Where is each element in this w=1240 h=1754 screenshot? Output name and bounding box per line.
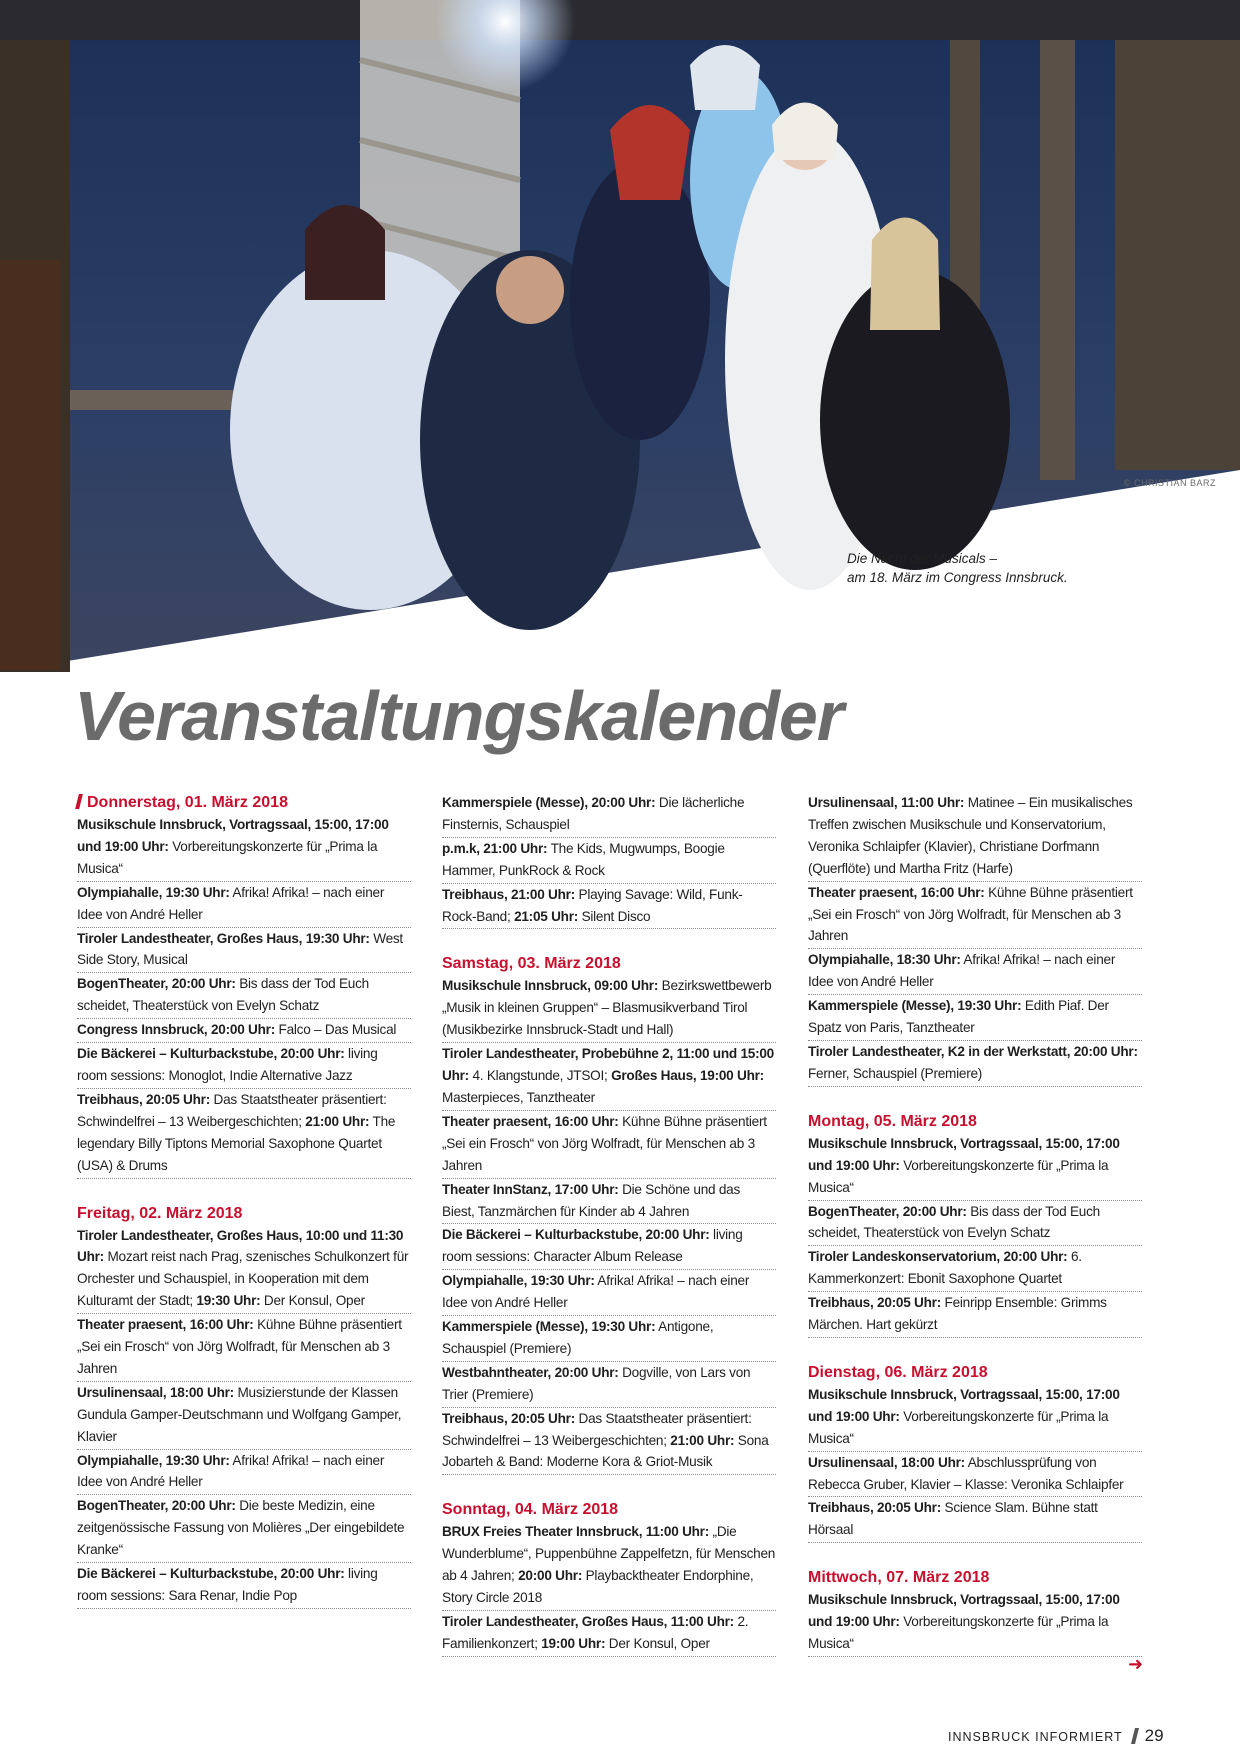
event-venue-time: Kammerspiele (Messe), 19:30 Uhr:	[442, 1319, 656, 1335]
event-description: Matinee – Ein musikalisches Treffen zwischen Musikschule und Konservatorium, Veronika Schlaipfer (Klavier), Christiane Dorfmann (Querflöte) und Martha Fritz (Harfe)	[808, 795, 1133, 876]
event-entry	[808, 1201, 1142, 1247]
event-venue-time: Tiroler Landeskonservatorium, 20:00 Uhr:	[808, 1249, 1068, 1265]
event-venue-time: Kammerspiele (Messe), 19:30 Uhr:	[808, 998, 1022, 1014]
event-description: Afrika! Afrika! – nach einer Idee von André Heller	[77, 884, 385, 922]
event-venue-time: Congress Innsbruck, 20:00 Uhr:	[77, 1022, 275, 1038]
day-heading-text: Montag, 05. März 2018	[808, 1112, 977, 1130]
event-venue-time: Ursulinensaal, 18:00 Uhr:	[77, 1384, 234, 1400]
event-description: 4. Klangstunde, JTSOI;	[468, 1068, 612, 1084]
event-entry	[442, 1521, 776, 1611]
event-description: Kühne Bühne präsentiert „Sei ein Frosch“ von Jörg Wolfradt, für Menschen ab 3 Jahren	[442, 1113, 767, 1173]
event-description: Vorbereitungskonzerte für „Prima la Musica“	[77, 838, 378, 876]
event-venue-time: BRUX Freies Theater Innsbruck, 11:00 Uhr:	[442, 1524, 710, 1540]
event-venue-time: Theater praesent, 16:00 Uhr:	[77, 1317, 254, 1333]
event-venue-time: Musikschule Innsbruck, 09:00 Uhr:	[442, 978, 659, 994]
event-description: Die Schöne und das Biest, Tanzmärchen für Kinder ab 4 Jahren	[442, 1181, 741, 1219]
event-description: Kühne Bühne präsentiert „Sei ein Frosch“ von Jörg Wolfradt, für Menschen ab 3 Jahren	[808, 884, 1133, 944]
event-entry	[442, 1224, 776, 1270]
photo-caption	[847, 549, 1187, 587]
event-venue-time: Treibhaus, 20:05 Uhr:	[77, 1091, 210, 1107]
event-venue-time: p.m.k, 21:00 Uhr:	[442, 840, 548, 856]
event-venue-time: Treibhaus, 20:05 Uhr:	[808, 1500, 941, 1516]
event-description: living room sessions: Monoglot, Indie Alternative Jazz	[77, 1046, 378, 1083]
event-description: West Side Story, Musical	[77, 930, 403, 968]
day-spacer	[808, 1087, 1142, 1111]
day-heading-text: Samstag, 03. März 2018	[442, 955, 621, 973]
day-heading	[808, 1362, 1142, 1384]
event-entry	[442, 884, 776, 930]
event-description: Dogville, von Lars von Trier (Premiere)	[442, 1364, 751, 1402]
event-description: 2. Familienkonzert;	[442, 1614, 749, 1651]
event-description: living room sessions: Character Album Release	[442, 1227, 743, 1265]
event-entry	[808, 995, 1142, 1041]
event-entry	[77, 1225, 411, 1315]
event-entry	[808, 949, 1142, 995]
event-entry	[808, 792, 1142, 882]
footer-divider	[1131, 1728, 1139, 1744]
day-heading-text: Sonntag, 04. März 2018	[442, 1501, 619, 1519]
event-description: Masterpieces, Tanztheater	[442, 1089, 595, 1105]
event-description: Bezirkswettbewerb „Musik in kleinen Gruppen“ – Blasmusikverband Tirol (Musikbezirke Innsbruck-Stadt und Hall)	[442, 978, 772, 1038]
event-description: Vorbereitungskonzerte für „Prima la Musica“	[808, 1408, 1109, 1446]
event-description: Das Staatstheater präsentiert: Schwindelfrei – 13 Weibergeschichten;	[77, 1091, 387, 1129]
event-venue-time: Musikschule Innsbruck, Vortragssaal, 15:00, 17:00 und 19:00 Uhr:	[77, 817, 389, 854]
event-venue-time: Großes Haus, 19:00 Uhr:	[611, 1068, 764, 1084]
event-venue-time: 19:30 Uhr:	[196, 1293, 261, 1309]
event-entry	[808, 882, 1142, 950]
day-spacer	[442, 1475, 776, 1499]
event-description: Die beste Medizin, eine zeitgenössische Fassung von Molières „Der eingebildete Kranke“	[77, 1498, 405, 1558]
event-entry	[808, 1041, 1142, 1087]
event-entry	[808, 1133, 1142, 1201]
event-venue-time: Treibhaus, 21:00 Uhr:	[442, 886, 575, 902]
event-venue-time: Olympiahalle, 18:30 Uhr:	[808, 952, 961, 968]
event-entry	[77, 1382, 411, 1450]
event-entry	[77, 814, 411, 882]
event-entry	[77, 973, 411, 1019]
event-description: Mozart reist nach Prag, szenisches Schulkonzert für Orchester und Schauspiel, in Kooperation mit dem Kulturamt der Stadt;	[77, 1249, 409, 1309]
event-venue-time: 21:05 Uhr:	[514, 908, 579, 924]
event-description: Das Staatstheater präsentiert: Schwindelfrei – 13 Weibergeschichten;	[442, 1410, 752, 1448]
event-description: „Die Wunderblume“, Puppenbühne Zappelfetzn, für Menschen ab 4 Jahren;	[442, 1524, 776, 1584]
event-description: Afrika! Afrika! – nach einer Idee von André Heller	[77, 1452, 385, 1490]
day-heading	[77, 1203, 411, 1225]
event-description: Der Konsul, Oper	[605, 1635, 710, 1651]
day-heading-text: Dienstag, 06. März 2018	[808, 1363, 988, 1381]
arrow-right-icon: ➜	[1128, 1654, 1144, 1674]
event-description: Bis dass der Tod Euch scheidet, Theaterstück von Evelyn Schatz	[77, 976, 369, 1014]
event-venue-time: Kammerspiele (Messe), 20:00 Uhr:	[442, 795, 656, 810]
event-venue-time: BogenTheater, 20:00 Uhr:	[77, 1498, 236, 1514]
event-description: Playbacktheater Endorphine, Story Circle 2018	[442, 1568, 754, 1606]
event-entry	[442, 1179, 776, 1225]
event-description: Vorbereitungskonzerte für „Prima la Musica“	[808, 1157, 1109, 1195]
event-venue-time: 19:00 Uhr:	[541, 1635, 606, 1651]
page-number: 29	[1144, 1726, 1164, 1745]
event-venue-time: Tiroler Landestheater, Probebühne 2, 11:00 und 15:00 Uhr:	[442, 1046, 774, 1084]
event-entry	[77, 1495, 411, 1563]
day-marker-icon	[75, 794, 83, 809]
event-entry	[808, 1292, 1142, 1338]
event-description: living room sessions: Sara Renar, Indie Pop	[77, 1566, 378, 1603]
event-entry	[442, 838, 776, 884]
event-entry	[442, 1362, 776, 1408]
event-venue-time: Die Bäckerei – Kulturbackstube, 20:00 Uhr:	[442, 1227, 710, 1243]
event-description: Musizierstunde der Klassen Gundula Gamper-Deutschmann und Wolfgang Gamper, Klavier	[77, 1384, 402, 1444]
event-description: Afrika! Afrika! – nach einer Idee von André Heller	[442, 1273, 750, 1311]
event-entry	[442, 792, 776, 838]
calendar-column-1	[77, 792, 411, 1609]
event-entry	[808, 1589, 1142, 1657]
event-description: Ferner, Schauspiel (Premiere)	[808, 1065, 983, 1081]
day-heading-text: Donnerstag, 01. März 2018	[87, 794, 288, 811]
event-venue-time: 21:00 Uhr:	[670, 1432, 735, 1448]
photo-caption-line: Die Nacht der Musicals –	[847, 551, 998, 566]
event-venue-time: BogenTheater, 20:00 Uhr:	[808, 1203, 967, 1219]
event-entry	[442, 1111, 776, 1179]
day-heading	[77, 792, 411, 814]
event-venue-time: Tiroler Landestheater, Großes Haus, 19:30 Uhr:	[77, 930, 370, 946]
day-spacer	[808, 1543, 1142, 1567]
event-venue-time: Tiroler Landestheater, Großes Haus, 10:00 und 11:30 Uhr:	[77, 1227, 404, 1265]
event-description: Bis dass der Tod Euch scheidet, Theaterstück von Evelyn Schatz	[808, 1203, 1100, 1241]
event-venue-time: Olympiahalle, 19:30 Uhr:	[442, 1273, 595, 1289]
event-venue-time: Die Bäckerei – Kulturbackstube, 20:00 Uhr:	[77, 1566, 345, 1582]
event-entry	[442, 1611, 776, 1657]
event-description: Afrika! Afrika! – nach einer Idee von André Heller	[808, 952, 1116, 990]
event-description: The legendary Billy Tiptons Memorial Saxophone Quartet (USA) & Drums	[77, 1113, 396, 1173]
event-description: Kühne Bühne präsentiert „Sei ein Frosch“ von Jörg Wolfradt, für Menschen ab 3 Jahren	[77, 1317, 402, 1376]
event-venue-time: Treibhaus, 20:05 Uhr:	[808, 1295, 941, 1311]
page-title: Veranstaltungskalender	[74, 677, 844, 755]
event-venue-time: 20:00 Uhr:	[518, 1568, 583, 1584]
day-spacer	[77, 1179, 411, 1203]
event-entry	[77, 1043, 411, 1089]
event-entry	[442, 1270, 776, 1316]
event-description: Edith Piaf. Der Spatz von Paris, Tanztheater	[808, 998, 1109, 1036]
page-footer	[948, 1726, 1164, 1746]
event-entry	[77, 1314, 411, 1382]
day-heading	[442, 1499, 776, 1521]
day-heading	[808, 1567, 1142, 1589]
event-entry	[77, 1019, 411, 1043]
event-entry	[442, 1408, 776, 1476]
event-venue-time: Musikschule Innsbruck, Vortragssaal, 15:00, 17:00 und 19:00 Uhr:	[808, 1386, 1120, 1424]
event-entry	[77, 1089, 411, 1179]
event-description: Vorbereitungskonzerte für „Prima la Musica“	[808, 1614, 1109, 1652]
day-spacer	[808, 1338, 1142, 1362]
calendar-column-3	[808, 792, 1142, 1657]
photo-caption-line: am 18. März im Congress Innsbruck.	[847, 570, 1068, 585]
event-description: 6. Kammerkonzert: Ebonit Saxophone Quartet	[808, 1249, 1082, 1287]
event-venue-time: Theater praesent, 16:00 Uhr:	[442, 1113, 619, 1129]
event-entry	[808, 1497, 1142, 1543]
day-heading	[808, 1111, 1142, 1133]
event-entry	[77, 882, 411, 928]
event-description: Antigone, Schauspiel (Premiere)	[442, 1319, 714, 1356]
day-heading	[442, 953, 776, 975]
event-entry	[808, 1246, 1142, 1292]
event-description: Sona Jobarteh & Band: Moderne Kora & Griot-Musik	[442, 1432, 769, 1470]
event-entry	[808, 1384, 1142, 1452]
event-venue-time: Ursulinensaal, 11:00 Uhr:	[808, 795, 965, 810]
event-entry	[442, 1316, 776, 1362]
event-venue-time: Die Bäckerei – Kulturbackstube, 20:00 Uhr:	[77, 1046, 345, 1062]
event-description: Playing Savage: Wild, Funk-Rock-Band;	[442, 886, 743, 924]
event-description: Abschlussprüfung von Rebecca Gruber, Klavier – Klasse: Veronika Schlaipfer	[808, 1454, 1124, 1492]
event-venue-time: Ursulinensaal, 18:00 Uhr:	[808, 1454, 965, 1470]
event-entry	[442, 1043, 776, 1111]
event-entry	[442, 975, 776, 1043]
publication-name: INNSBRUCK INFORMIERT	[948, 1730, 1123, 1744]
day-heading-text: Freitag, 02. März 2018	[77, 1204, 243, 1222]
event-description: Die lächerliche Finsternis, Schauspiel	[442, 795, 745, 832]
event-venue-time: Tiroler Landestheater, K2 in der Werkstatt, 20:00 Uhr:	[808, 1043, 1138, 1059]
event-venue-time: Olympiahalle, 19:30 Uhr:	[77, 1452, 230, 1468]
event-entry	[77, 928, 411, 974]
event-venue-time: Theater InnStanz, 17:00 Uhr:	[442, 1181, 619, 1197]
event-venue-time: Theater praesent, 16:00 Uhr:	[808, 884, 985, 900]
calendar-column-2	[442, 792, 776, 1657]
event-description: Falco – Das Musical	[274, 1022, 397, 1038]
event-description: Silent Disco	[578, 908, 651, 924]
day-spacer	[442, 929, 776, 953]
event-description: Feinripp Ensemble: Grimms Märchen. Hart gekürzt	[808, 1295, 1107, 1333]
event-venue-time: Musikschule Innsbruck, Vortragssaal, 15:00, 17:00 und 19:00 Uhr:	[808, 1592, 1120, 1630]
event-description: The Kids, Mugwumps, Boogie Hammer, PunkRock & Rock	[442, 840, 725, 878]
day-heading-text: Mittwoch, 07. März 2018	[808, 1569, 990, 1587]
event-entry	[77, 1563, 411, 1609]
event-description: Der Konsul, Oper	[260, 1293, 365, 1309]
photo-credit: © CHRISTIAN BARZ	[1123, 478, 1216, 488]
event-entry	[77, 1450, 411, 1496]
event-venue-time: BogenTheater, 20:00 Uhr:	[77, 976, 236, 992]
event-venue-time: Olympiahalle, 19:30 Uhr:	[77, 884, 230, 900]
event-entry	[808, 1452, 1142, 1498]
event-description: Science Slam. Bühne statt Hörsaal	[808, 1500, 1098, 1538]
event-venue-time: Treibhaus, 20:05 Uhr:	[442, 1410, 575, 1426]
event-venue-time: Westbahntheater, 20:00 Uhr:	[442, 1364, 619, 1380]
event-venue-time: Musikschule Innsbruck, Vortragssaal, 15:00, 17:00 und 19:00 Uhr:	[808, 1135, 1120, 1173]
event-venue-time: Tiroler Landestheater, Großes Haus, 11:00 Uhr:	[442, 1614, 734, 1629]
event-venue-time: 21:00 Uhr:	[305, 1113, 370, 1129]
